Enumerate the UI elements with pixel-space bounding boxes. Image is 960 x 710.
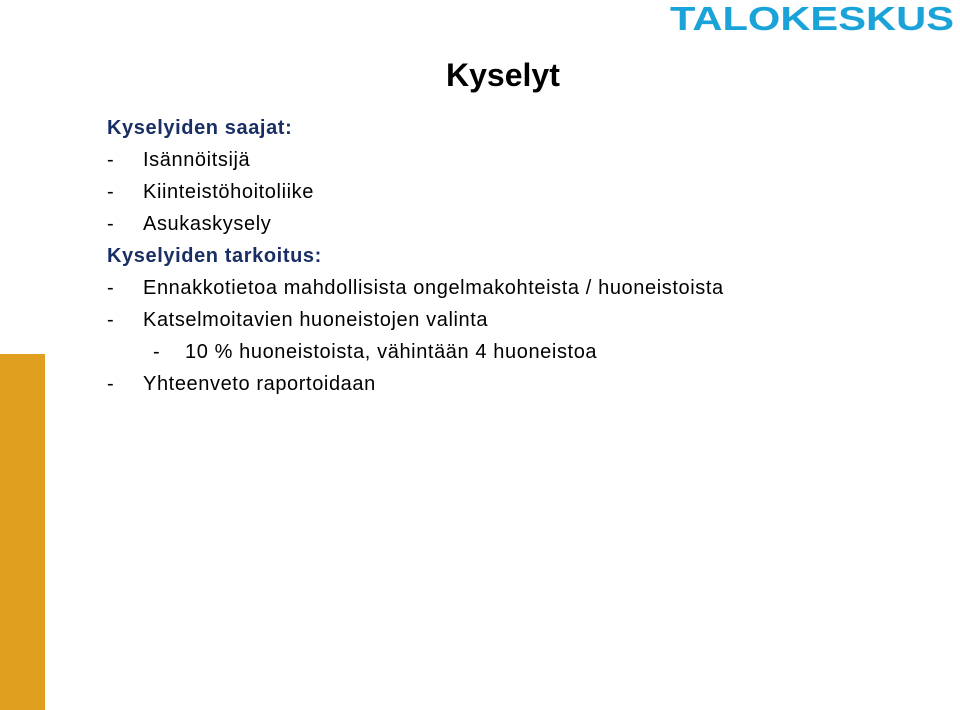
page-title: Kyselyt (446, 57, 560, 93)
bullet-dash: - (107, 277, 115, 299)
bullet-dash: - (107, 213, 115, 235)
list-item (107, 208, 724, 240)
list-item-text: Isännöitsijä (143, 149, 251, 171)
list-item (107, 144, 724, 176)
bullet-dash: - (107, 181, 115, 203)
bullet-dash: - (153, 341, 161, 363)
content-area (107, 112, 724, 400)
bullet-dash: - (107, 309, 115, 331)
bullet-dash: - (107, 373, 115, 395)
sub-list-item-text: 10 % huoneistoista, vähintään 4 huoneistoa (185, 341, 598, 363)
list-item-text: Katselmoitavien huoneistojen valinta (143, 309, 489, 331)
talokeskus-logo (670, 2, 954, 34)
list-item (107, 272, 724, 304)
list-item-text: Kiinteistöhoitoliike (143, 181, 314, 203)
list-item (107, 368, 724, 400)
accent-bar (0, 354, 45, 710)
talokeskus-logo-graphic (670, 2, 954, 34)
purpose-heading: Kyselyiden tarkoitus: (107, 245, 322, 267)
list-item-text: Asukaskysely (143, 213, 272, 235)
list-item-text: Ennakkotietoa mahdollisista ongelmakohteista / huoneistoista (143, 277, 724, 299)
bullet-dash: - (107, 149, 115, 171)
logo-text: TALOKESKUS (670, 2, 954, 34)
list-item-text: Yhteenveto raportoidaan (143, 373, 376, 395)
list-item (107, 176, 724, 208)
recipients-heading: Kyselyiden saajat: (107, 117, 293, 139)
list-item (107, 304, 724, 336)
sub-list-item (107, 336, 724, 368)
